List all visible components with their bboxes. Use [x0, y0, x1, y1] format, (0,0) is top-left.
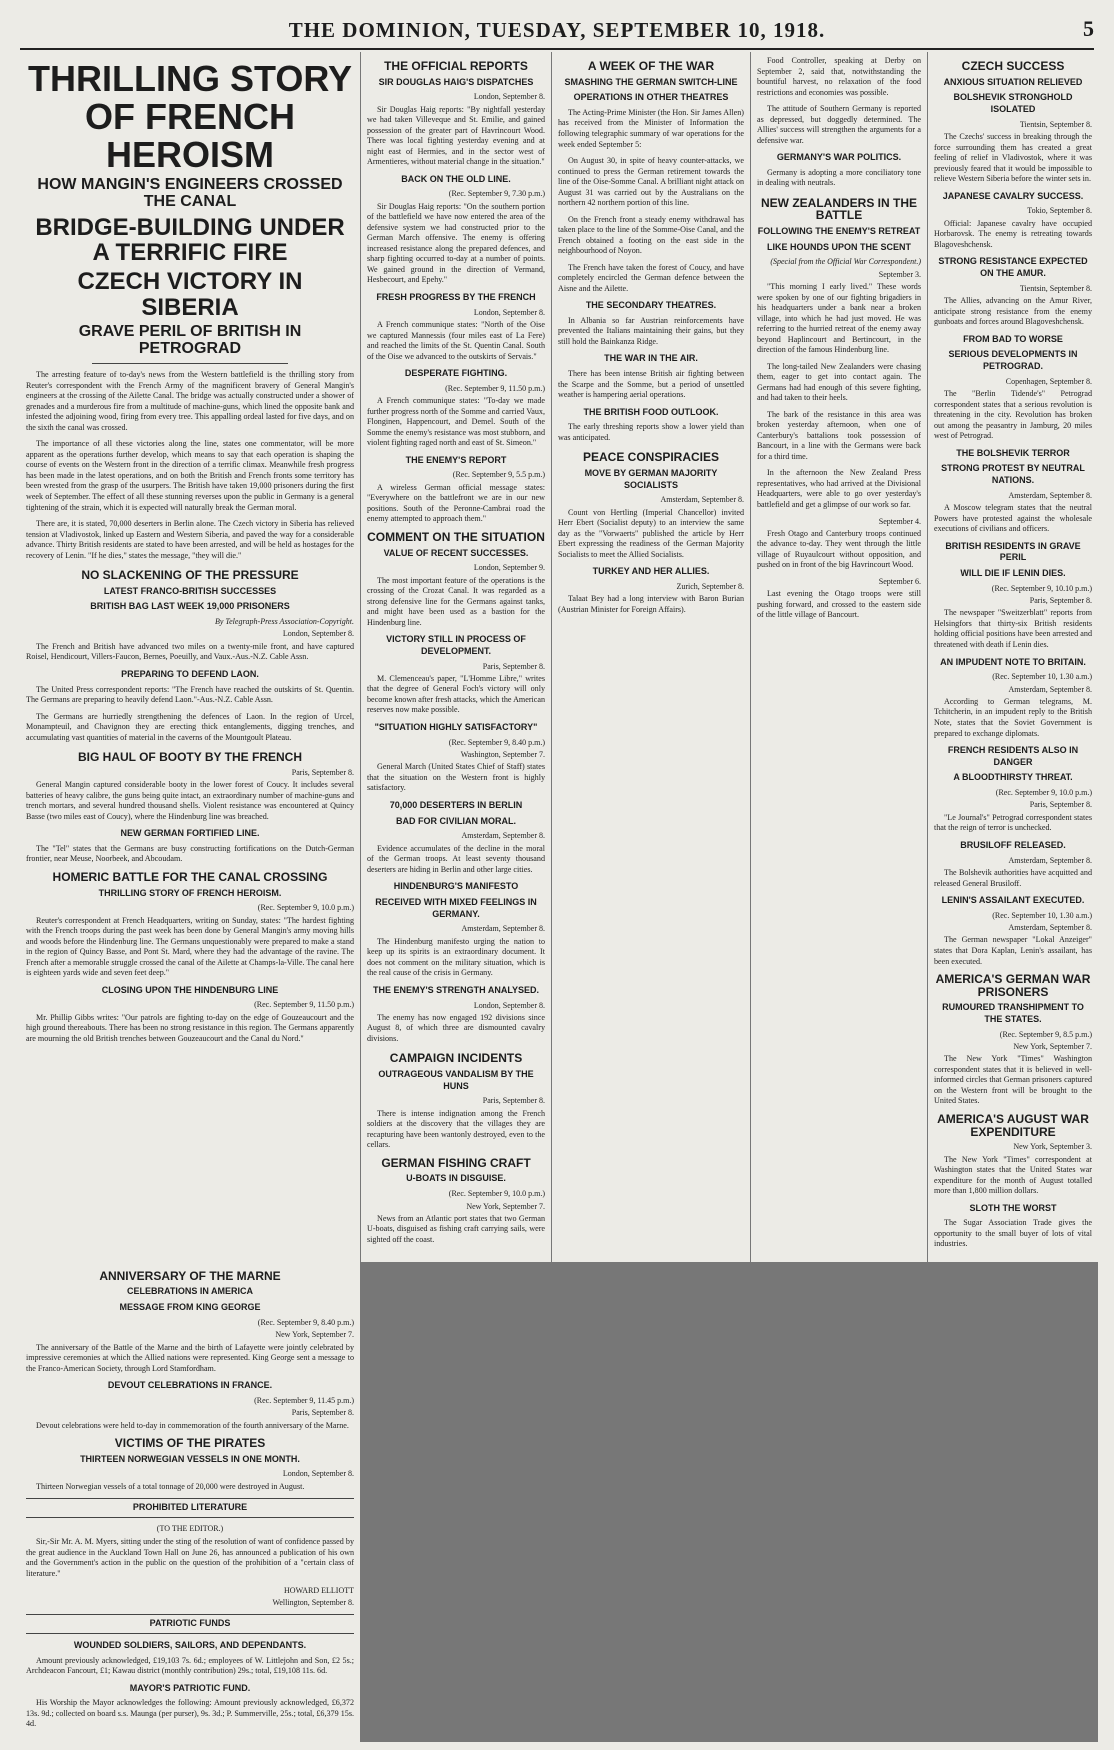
big-haul-story — [26, 751, 354, 1044]
subhead-british-bag: BRITISH BAG LAST WEEK 19,000 PRISONERS — [90, 601, 290, 612]
article-paragraph: Thirteen Norwegian vessels of a total tonnage of 20,000 were destroyed in August. — [36, 1481, 305, 1491]
article-paragraph: A French communique states: "To-day we made further progress north of the Somme and carried Vaux, Flonginen, Happencourt, and Demel. South of the Somme the enemy's resistance was most stubborn, and violent fighting raged north and east of St. Simeon." — [367, 396, 545, 448]
subhead-deserters: 70,000 DESERTERS IN BERLIN — [389, 800, 523, 810]
dateline: Amsterdam, September 8. — [461, 924, 545, 934]
subhead-thrilling-story: THRILLING STORY OF FRENCH HEROISM. — [98, 887, 282, 898]
dateline: (Rec. September 10, 1.30 a.m.) — [992, 672, 1092, 682]
subhead-war-politics: GERMANY'S WAR POLITICS. — [776, 152, 902, 163]
dateline: September 3. — [878, 269, 921, 279]
marne-anniversary-story — [26, 1270, 354, 1730]
dateline: Paris, September 8. — [1029, 800, 1092, 810]
week-of-war — [558, 60, 744, 443]
headline-official-reports: THE OFFICIAL REPORTS — [384, 59, 528, 73]
column-5 — [928, 52, 1098, 1262]
article-paragraph: The German newspaper "Lokal Anzeiger" states that Dora Kaplan, Lenin's assailant, has been executed. — [934, 935, 1092, 966]
dateline: New York, September 7. — [466, 1201, 545, 1211]
article-paragraph: Sir Douglas Haig reports: "On the southern portion of the battlefield we have now entered the area of the defensive system we had constructed prior to the German March offensive. The enemy is offering increased resistance along the prepared defences, and sharp fighting occurred to-day at a number of points. We gained ground in the direction of Vermand, Hesbecourt, and Epehy." — [367, 201, 545, 285]
subhead-stronghold: BOLSHEVIK STRONGHOLD ISOLATED — [953, 92, 1073, 114]
article-paragraph: Devout celebrations were held to-day in commemoration of the fourth anniversary of the Marne. — [36, 1420, 349, 1430]
article-paragraph: Amount previously acknowledged, £19,103 7s. 6d.; employees of W. Littlejohn and Son, £2 5s.; Archdeacon Fancourt, £1; Kawau district (monthly contribution) 29s.; total, £19,108 11s. 6d. — [26, 1655, 354, 1676]
subhead-enemy-report: THE ENEMY'S REPORT — [405, 454, 507, 465]
headline-america-expenditure: AMERICA'S AUGUST WAR EXPENDITURE — [937, 1111, 1089, 1139]
article-paragraph: The Germans are hurriedly strengthening the defences of Laon. In the region of Urcel, Monampteuil, and Chavignon they are erecting thick entanglements, digging trenches, and accumulating vast quantities of material in the caverns of the Mountgoult Plateau. — [26, 711, 354, 742]
dateline: Paris, September 8. — [482, 1096, 545, 1106]
article-paragraph: Official: Japanese cavalry have occupied Horbarovsk. The enemy is retreating towards Blagoveshchensk. — [934, 218, 1092, 249]
dateline: (Rec. September 9, 10.0 p.m.) — [995, 788, 1092, 798]
subhead-norwegian-vessels: THIRTEEN NORWEGIAN VESSELS IN ONE MONTH. — [80, 1453, 300, 1464]
article-paragraph: His Worship the Mayor acknowledges the following: Amount previously acknowledged, £6,372 13s. 9d.; collected on board s.s. Maunga (per purser), 9s. 3d.; P. Summerville, 25s.; total, £6,379 15s. 4d. — [26, 1698, 354, 1729]
article-paragraph: The anniversary of the Battle of the Marne and the birth of Lafayette were jointly celebrated by impressive ceremonies at which the Allied nations were represented. King George sent a message to the Franco-American Society, through Lord Stamfordham. — [26, 1342, 354, 1373]
article-paragraph: On the French front a steady enemy withdrawal has taken place to the line of the Somme-Oise Canal, and the French obtained a footing on the east side in the neighbourhood of Noyon. — [558, 214, 744, 256]
article-paragraph: Sir Douglas Haig reports: "By nightfall yesterday we had taken Villeveque and St. Emilie, and gained possession of the greater part of Havrincourt Wood. There was local fighting yesterday evening and at night east of Hermies, and in the sector west of Armentieres, without material change in the situation." — [367, 104, 545, 167]
subhead-petrograd: SERIOUS DEVELOPMENTS IN PETROGRAD. — [948, 349, 1078, 371]
subhead-bolshevik-terror: THE BOLSHEVIK TERROR — [956, 447, 1070, 458]
headline-new-zealanders: NEW ZEALANDERS IN THE BATTLE — [761, 195, 917, 223]
masthead-title: THE DOMINION, TUESDAY, SEPTEMBER 10, 1918. — [288, 18, 826, 42]
subhead-mayor-fund: MAYOR'S PATRIOTIC FUND. — [129, 1682, 251, 1693]
headline-mangins-engineers: HOW MANGIN'S ENGINEERS CROSSED THE CANAL — [37, 176, 343, 211]
dateline: (Rec. September 9, 10.10 p.m.) — [991, 583, 1092, 593]
headline-campaign: CAMPAIGN INCIDENTS — [389, 1051, 523, 1066]
article-paragraph: There has been intense British air fighting between the Scarpe and the Somme, but a period of unsettled weather is hampering aerial operations. — [558, 369, 744, 400]
headline-pirates: VICTIMS OF THE PIRATES — [114, 1436, 266, 1451]
article-paragraph: The arresting feature of to-day's news from the Western battlefield is the thrilling story from Reuter's correspondent with the French Army of the magnificent bravery of General Mangin's engineers at the crossing of the Ailette Canal. The bridge was actually constructed under a shower of grenades and a murderous fire from a multitude of machine-guns, which lined the opposite bank and infested the adjoining wood, firing from every tree. This appalling ordeal lasted for five days, and on the sixth the canal was crossed. — [26, 370, 354, 432]
article-paragraph: In the afternoon the New Zealand Press representatives, who had arrived at the Divisional Headquarters, were able to go over yesterday's battlefield and get a glimpse of our work so far. — [757, 468, 921, 509]
dateline: Zurich, September 8. — [676, 582, 744, 592]
byline: (Special from the Official War Correspondent.) — [770, 257, 921, 267]
dateline: Tokio, September 8. — [1027, 206, 1092, 216]
subhead-patriotic-funds: PATRIOTIC FUNDS — [26, 1614, 354, 1634]
subhead-satisfactory: "SITUATION HIGHLY SATISFACTORY" — [374, 721, 538, 732]
subhead-fresh-progress: FRESH PROGRESS BY THE FRENCH — [376, 291, 536, 302]
headline-bridge-building: BRIDGE-BUILDING UNDER A TERRIFIC FIRE — [35, 213, 345, 267]
article-paragraph: Last evening the Otago troops were still pushing forward, and crossed to the eastern side of the little village of Bancourt. — [757, 589, 921, 620]
subhead-fortified-line: NEW GERMAN FORTIFIED LINE. — [120, 828, 260, 839]
column-4 — [751, 52, 927, 1262]
dateline: (Rec. September 9, 8.5 p.m.) — [999, 1029, 1092, 1039]
headline-fishing-craft: GERMAN FISHING CRAFT — [381, 1155, 531, 1170]
headline-comment: COMMENT ON THE SITUATION — [367, 529, 545, 544]
article-paragraph: Mr. Phillip Gibbs writes: "Our patrols are fighting to-day on the edge of Gouzeaucourt and the high ground thereabouts. There has been no strong resistance in this region. The Germans apparently are mourning the old British trenches between Gouzeaucourt and the Canal du Nord." — [26, 1012, 354, 1043]
dateline: (Rec. September 9, 10.0 p.m.) — [448, 1189, 545, 1199]
dateline: London, September 9. — [473, 563, 545, 573]
subhead-brusiloff: BRUSILOFF RELEASED. — [960, 839, 1066, 850]
dateline: Amsterdam, September 8. — [1008, 855, 1092, 865]
article-paragraph: The newspaper "Sweitzerblatt" reports from Helsingfors that thirty-six British residents holding official positions have been arrested and threatened with death if Lenin dies. — [934, 608, 1092, 649]
article-paragraph: General March (United States Chief of Staff) states that the situation on the Western front is highly satisfactory. — [367, 762, 545, 793]
subhead-america-celebrations: CELEBRATIONS IN AMERICA — [127, 1286, 253, 1297]
article-paragraph: Food Controller, speaking at Derby on September 2, said that, notwithstanding the bountiful harvest, no relaxation of the food restrictions and economies was possible. — [757, 56, 921, 97]
subhead-french-residents: FRENCH RESIDENTS ALSO IN DANGER — [947, 745, 1079, 767]
subhead-manifesto: HINDENBURG'S MANIFESTO — [393, 881, 519, 892]
divider — [92, 363, 289, 364]
subhead-vandalism: OUTRAGEOUS VANDALISM BY THE HUNS — [378, 1069, 534, 1091]
byline: By Telegraph-Press Association-Copyright. — [214, 617, 354, 627]
subhead-preparing-laon: PREPARING TO DEFEND LAON. — [121, 668, 259, 679]
masthead — [20, 8, 1094, 50]
article-paragraph: The Sugar Association Trade gives the opportunity to the small buyer of lots of vital industries. — [934, 1218, 1092, 1249]
subhead-devout: DEVOUT CELEBRATIONS IN FRANCE. — [107, 1380, 273, 1391]
headline-big-haul: BIG HAUL OF BOOTY BY THE FRENCH — [77, 750, 302, 765]
headline-no-slackening: NO SLACKENING OF THE PRESSURE — [81, 568, 299, 583]
article-paragraph: Count von Hertling (Imperial Chancellor) invited Herr Ebert (Socialist deputy) to an interview the same day as the "Vorwaerts" published the article by Herr Ebert expressing the readiness of the German Majority Socialists to meet the Allied Socialists. — [558, 507, 744, 559]
subhead-food-outlook: THE BRITISH FOOD OUTLOOK. — [583, 406, 719, 417]
dateline: (Rec. September 9, 10.0 p.m.) — [257, 903, 354, 913]
article-paragraph: General Mangin captured considerable booty in the lower forest of Coucy. It includes several batteries of heavy calibre, the guns being quite intact, an extraordinary number of machine-guns and trench mortars, and several hundred thousand shells. Violent resistance was encountered at Quincy Basse (two miles east of Coucy), where the Hindenburg line was breached. — [26, 780, 354, 821]
czech-success-story — [934, 60, 1092, 1250]
headline-peace: PEACE CONSPIRACIES — [582, 450, 720, 465]
dateline: (Rec. September 9, 5.5 p.m.) — [452, 470, 545, 480]
subhead-switch-line: SMASHING THE GERMAN SWITCH-LINE — [564, 76, 738, 87]
subhead-king-george: MESSAGE FROM KING GEORGE — [119, 1302, 261, 1313]
subhead-haig: SIR DOUGLAS HAIG'S DISPATCHES — [378, 76, 534, 87]
dateline: (Rec. September 10, 1.30 a.m.) — [992, 910, 1092, 920]
subhead-latest-successes: LATEST FRANCO-BRITISH SUCCESSES — [103, 585, 277, 596]
headline-thrilling-story: THRILLING STORY OF FRENCH HEROISM — [28, 58, 352, 175]
article-paragraph: The Czechs' success in breaking through the force surrounding them has created a great feeling of relief in Vladivostok, where it was previously feared that it would be impossible to relieve Western Siberia before the winter sets in. — [934, 132, 1092, 184]
main-story — [26, 60, 354, 561]
subhead-amur: STRONG RESISTANCE EXPECTED ON THE AMUR. — [938, 256, 1088, 278]
subhead-back-old-line: BACK ON THE OLD LINE. — [401, 173, 511, 184]
dateline: (Rec. September 9, 8.40 p.m.) — [257, 1317, 354, 1327]
dateline: September 6. — [878, 576, 921, 586]
subhead-japanese-cavalry: JAPANESE CAVALRY SUCCESS. — [942, 190, 1084, 201]
article-paragraph: The enemy has now engaged 192 divisions since August 8, of which three are dismounted cavalry divisions. — [367, 1012, 545, 1043]
newspaper-columns — [20, 52, 1098, 1742]
headline-czech-victory: CZECH VICTORY IN SIBERIA — [77, 268, 303, 321]
article-paragraph: The "Tel" states that the Germans are busy constructing fortifications on the Dutch-German frontier, near Meuse, Noorbeek, and Abcoudam. — [26, 843, 354, 864]
subhead-hounds: LIKE HOUNDS UPON THE SCENT — [766, 241, 911, 252]
dateline: London, September 8. — [473, 92, 545, 102]
article-paragraph: There are, it is stated, 70,000 deserters in Berlin alone. The Czech victory in Siberia has relieved tension at Vladivostok, linked up Eastern and Western Siberia, and paved the way for a considerable advance. Thirty British residents are stated to have been arrested, and will be held as hostages for the recovery of Lenin. "If he dies," states the message, "they will die." — [26, 519, 354, 560]
subhead-victory-development: VICTORY STILL IN PROCESS OF DEVELOPMENT. — [386, 634, 526, 656]
article-paragraph: The bark of the resistance in this area was broken yesterday afternoon, when one of Canterbury's battalions took possession of Bancourt, in a line with the Germans were back for a third time. — [757, 409, 921, 461]
no-slackening-story — [26, 569, 354, 743]
column-3 — [552, 52, 750, 1262]
article-paragraph: Germany is adopting a more conciliatory tone in dealing with neutrals. — [757, 167, 921, 188]
signature: HOWARD ELLIOTT — [284, 1585, 354, 1595]
article-paragraph: A wireless German official message states: "Everywhere on the battlefront we are in our new positions. South of the Peronne-Cambrai road the enemy attempted to approach them." — [367, 482, 545, 524]
campaign-incidents — [367, 1052, 545, 1245]
dateline: (Rec. September 9, 11.50 p.m.) — [254, 1000, 354, 1010]
dateline: Paris, September 8. — [291, 767, 354, 777]
article-paragraph: The New York "Times" Washington correspondent states that it is believed in well-informed circles that German prisoners captured on the Western front will be brought to the United States. — [934, 1054, 1092, 1106]
article-paragraph: M. Clemenceau's paper, "L'Homme Libre," writes that the degree of General Foch's victory will only become known after fresh attacks, which the American reserves now make possible. — [367, 673, 545, 715]
column-1 — [20, 52, 360, 1262]
headline-homeric-battle: HOMERIC BATTLE FOR THE CANAL CROSSING — [52, 869, 328, 884]
article-paragraph: The Acting-Prime Minister (the Hon. Sir James Allen) has received from the Minister of Information the following telegraphic summary of war operations for the week ended September 5: — [558, 107, 744, 149]
dateline: London, September 8. — [473, 307, 545, 317]
dateline: Tientsin, September 8. — [1019, 119, 1092, 129]
headline-czech-success: CZECH SUCCESS — [961, 59, 1065, 73]
article-paragraph: The New York "Times" correspondent at Washington states that the United States war expenditure for the month of August totalled more than 1,800 million dollars. — [934, 1154, 1092, 1196]
article-paragraph: "This morning I early lived." These words were spoken by one of our fighting brigadiers in his headquarters under a bank near a broken village, into which he had just moved. He was referring to the hurried retreat of the enemy away beyond Haplincourt and Bertincourt, in the direction of the famous Hindenburg line. — [757, 282, 921, 355]
article-paragraph: Evidence accumulates of the decline in the moral of the German troops. At least seventy thousand deserters are hiding in Berlin and other large cities. — [367, 843, 545, 874]
article-paragraph: Reuter's correspondent at French Headquarters, writing on Sunday, states: "The hardest fighting with the French troops during the past week has been done by General Mangin's army moving hills and woods before the Hindenburg line. The Germans unquestionably were prepared to make a stand in the region of Quincy Basse, and Pont St. Mard, where they had the advantage of the ravine. The French after a memorable struggle crossed the canal of the Ailette at Champs-la-Ville. The canal here is eighteen yards wide and seven feet deep." — [26, 915, 354, 978]
article-paragraph: The long-tailed New Zealanders were chasing them, eager to get into contact again. The Germans had had enough of this severe fighting, and had taken to their heels. — [757, 361, 921, 403]
article-paragraph: Sir,-Sir Mr. A. M. Myers, sitting under the sting of the resolution of want of confidence passed by the great audience in the Auckland Town Hall on June 26, has announced a publication of his own and the Government's action in the public on the question of the prohibition of a "certain class of literature." — [26, 1537, 354, 1578]
column-6 — [20, 1262, 360, 1742]
page-number: 5 — [1083, 16, 1094, 41]
subhead-enemy-retreat: FOLLOWING THE ENEMY'S RETREAT — [757, 226, 921, 237]
subhead-impudent-note: AN IMPUDENT NOTE TO BRITAIN. — [940, 656, 1086, 667]
dateline: New York, September 3. — [1013, 1142, 1092, 1152]
peace-conspiracies — [558, 451, 744, 615]
dateline: Amsterdam, September 8. — [461, 831, 545, 841]
subhead-turkey: TURKEY AND HER ALLIES. — [592, 566, 710, 577]
dateline: New York, September 7. — [1013, 1041, 1092, 1051]
article-paragraph: The United Press correspondent reports: "The French have reached the outskirts of St. Quentin. The Germans are preparing to heavily defend Laon."-Aus.-N.Z. Cable Assn. — [26, 684, 354, 705]
official-reports — [367, 60, 545, 1044]
article-paragraph: Talaat Bey had a long interview with Baron Burian (Austrian Minister for Foreign Affairs). — [558, 594, 744, 614]
dateline: Tientsin, September 8. — [1019, 283, 1092, 293]
dateline: Washington, September 7. — [460, 750, 545, 760]
subhead-bloodthirsty: A BLOODTHIRSTY THREAT. — [953, 772, 1073, 783]
subhead-lenin-dies: WILL DIE IF LENIN DIES. — [960, 567, 1066, 578]
subhead-uboats: U-BOATS IN DISGUISE. — [406, 1173, 506, 1184]
signature-place: Wellington, September 8. — [272, 1597, 354, 1607]
article-paragraph: A Moscow telegram states that the neutral Powers have protested against the wholesale executions of civilians and officers. — [934, 503, 1092, 534]
article-paragraph: The "Berlin Tidende's" Petrograd correspondent states that a serious revolution is threatening in the city. Revolution has broken out among the peasantry in Jamburg, 20 miles west of Petrograd. — [934, 389, 1092, 441]
dateline: New York, September 7. — [275, 1330, 354, 1340]
dateline: (Rec. September 9, 7.30 p.m.) — [448, 189, 545, 199]
article-paragraph: The Hindenburg manifesto urging the nation to keep up its spirits is an extraordinary document. It does not comment on the military situation, which is the real cause of the crisis in Germany. — [367, 936, 545, 978]
subhead-mixed-feelings: RECEIVED WITH MIXED FEELINGS IN GERMANY. — [375, 897, 537, 919]
article-paragraph: There is intense indignation among the French soldiers at the discovery that the villages they are recapturing have been wantonly destroyed, even to the cellars. — [367, 1108, 545, 1150]
headline-week-war: A WEEK OF THE WAR — [587, 59, 715, 73]
article-paragraph: News from an Atlantic port states that two German U-boats, disguised as fishing craft carrying sails, were sighted off the coast. — [367, 1213, 545, 1244]
subhead-lenin-assailant: LENIN'S ASSAILANT EXECUTED. — [941, 895, 1085, 906]
subhead-socialists: MOVE BY GERMAN MAJORITY SOCIALISTS — [584, 468, 718, 490]
subhead-wounded-soldiers: WOUNDED SOLDIERS, SAILORS, AND DEPENDANTS. — [73, 1639, 307, 1650]
dateline: (Rec. September 9, 11.45 p.m.) — [254, 1395, 354, 1405]
subhead-anxious: ANXIOUS SITUATION RELIEVED — [943, 76, 1083, 87]
dateline: Amsterdam, September 8. — [660, 495, 744, 505]
article-paragraph: The French and British have advanced two miles on a twenty-mile front, and have captured Roisel, Hendicourt, Villers-Faucon, Bernes, Poeuilly, and Vaux.-Aus.-N.Z. Cable Assn. — [26, 641, 354, 662]
dateline: September 4. — [878, 516, 921, 526]
food-controller-story — [757, 56, 921, 189]
subhead-prohibited-literature: PROHIBITED LITERATURE — [26, 1498, 354, 1518]
subhead-civilian-moral: BAD FOR CIVILIAN MORAL. — [396, 815, 516, 826]
dateline: Amsterdam, September 8. — [1008, 684, 1092, 694]
article-paragraph: The Bolshevik authorities have acquitted and released General Brusiloff. — [934, 867, 1092, 888]
editor-note: (TO THE EDITOR.) — [156, 1524, 224, 1534]
article-paragraph: According to German telegrams, M. Tchitcherin, in an impudent reply to the British Note, states that the Soviet Government is prepared to exchange diplomats. — [934, 696, 1092, 738]
subhead-secondary-theatres: THE SECONDARY THEATRES. — [585, 300, 717, 311]
article-paragraph: The attitude of Southern Germany is reported as depressed, but doggedly determined. The Allies' success will strengthen the arguments for a defensive war. — [757, 104, 921, 145]
article-paragraph: On August 30, in spite of heavy counter-attacks, we continued to press the German retirement towards the line of the Oise-Somme Canal. A brilliant night attack on August 31 was carried out by the Australians on the northern 42 northern portion of this line. — [558, 156, 744, 208]
dateline: London, September 8. — [473, 1000, 545, 1010]
article-paragraph: Fresh Otago and Canterbury troops continued the advance to-day. They went through the little village of Ruyaulcourt without opposition, and pushed on in front of the big Havrincourt Wood. — [757, 528, 921, 570]
dateline: Amsterdam, September 8. — [1008, 923, 1092, 933]
dateline: Paris, September 8. — [482, 661, 545, 671]
headline-marne: ANNIVERSARY OF THE MARNE — [99, 1268, 281, 1283]
subhead-closing-hindenburg: CLOSING UPON THE HINDENBURG LINE — [101, 984, 279, 995]
article-paragraph: A French communique states: "North of the Oise we captured Mannessis (four miles east of La Fere) and reached the limits of the St. Quentin Canal. South of the Oise we advanced to the outskirts of Servais." — [367, 320, 545, 361]
subhead-enemy-strength: THE ENEMY'S STRENGTH ANALYSED. — [373, 984, 539, 995]
headline-grave-peril: GRAVE PERIL OF BRITISH IN PETROGRAD — [78, 322, 302, 357]
subhead-neutral-protest: STRONG PROTEST BY NEUTRAL NATIONS. — [941, 463, 1085, 485]
subhead-desperate-fighting: DESPERATE FIGHTING. — [404, 368, 508, 379]
dateline: London, September 8. — [282, 1469, 354, 1479]
dateline: (Rec. September 9, 11.50 p.m.) — [445, 383, 545, 393]
subhead-transhipment: RUMOURED TRANSHIPMENT TO THE STATES. — [942, 1002, 1084, 1024]
article-paragraph: The most important feature of the operations is the crossing of the Crozat Canal. It was regarded as a strong defensive line for the Germans against tanks, and might have been used as a bastion for the Hindenburg line. — [367, 575, 545, 627]
subhead-sloth: SLOTH THE WORST — [969, 1202, 1057, 1213]
dateline: (Rec. September 9, 8.40 p.m.) — [448, 737, 545, 747]
dateline: Paris, September 8. — [1029, 596, 1092, 606]
article-paragraph: "Le Journal's" Petrograd correspondent states that the reign of terror is unchecked. — [934, 812, 1092, 833]
article-paragraph: In Albania so far Austrian reinforcements have prevented the Italians maintaining their gains, but they still hold the Bainkanza Ridge. — [558, 315, 744, 346]
subhead-war-air: THE WAR IN THE AIR. — [604, 353, 698, 364]
dateline: London, September 8. — [282, 629, 354, 639]
subhead-other-theatres: OPERATIONS IN OTHER THEATRES — [573, 92, 729, 103]
article-paragraph: The importance of all these victories along the line, states one commentator, will be more apparent as the operations further develop, which means to say that each operation is shaping the course of events on the Western front in the direction of a terrific climax. Meanwhile fresh progress has been made in the latest operations, and on both the British and French fronts some territory has been wrested from the grasp of the usurpers. The British have taken 19,000 prisoners during the first week of September. The effect of all these stunning reverses upon the public in Germany is a general tightening of the strain, which it is expected will naturally break the German moral. — [26, 439, 354, 512]
dateline: Copenhagen, September 8. — [1005, 376, 1092, 386]
subhead-british-residents: BRITISH RESIDENTS IN GRAVE PERIL — [945, 540, 1081, 563]
dateline: Amsterdam, September 8. — [1008, 490, 1092, 500]
subhead-bad-worse: FROM BAD TO WORSE — [963, 333, 1063, 344]
article-paragraph: The early threshing reports show a lower yield than was anticipated. — [558, 422, 744, 442]
subhead-value-successes: VALUE OF RECENT SUCCESSES. — [383, 547, 529, 558]
column-2 — [361, 52, 551, 1262]
dateline: Paris, September 8. — [291, 1408, 354, 1418]
article-paragraph: The French have taken the forest of Coucy, and have completely encircled the German defence between the Aisne and the Ailette. — [558, 262, 744, 293]
headline-america-prisoners: AMERICA'S GERMAN WAR PRISONERS — [935, 972, 1091, 999]
article-paragraph: The Allies, advancing on the Amur River, anticipate strong resistance from the enemy gunboats and forces around Blagoveshchensk. — [934, 296, 1092, 327]
new-zealanders-story — [757, 197, 921, 621]
